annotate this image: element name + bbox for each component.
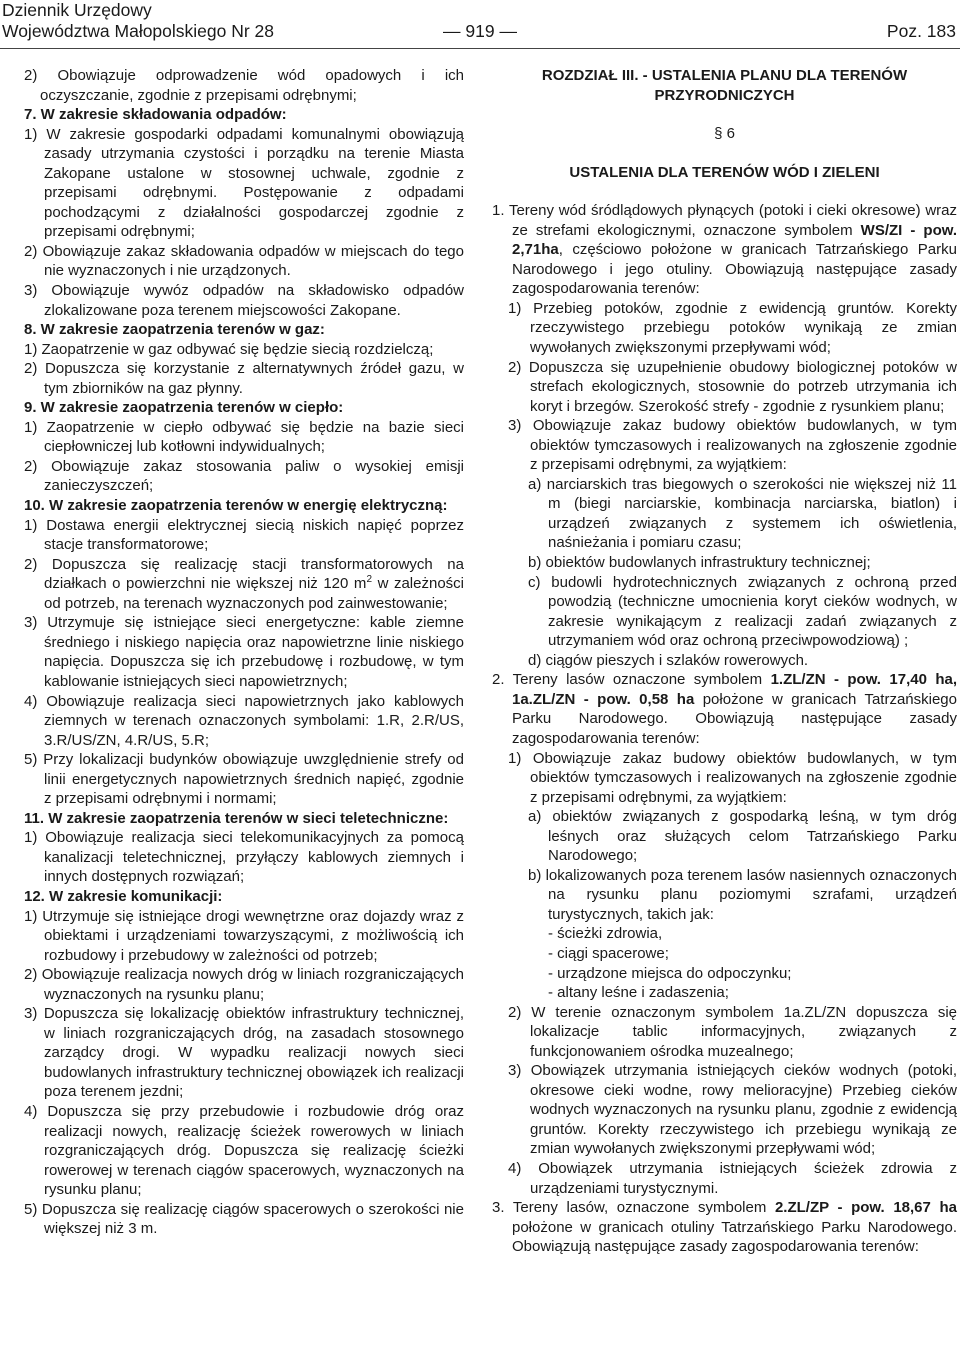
area-2-text-b: położone w granicach Tatrzańskiego Parku Narodowego. Obowiązują następujące zasady zagospodarowania terenów: [512,690,957,747]
section-8-item-2: 2) Dopuszcza się korzystanie z alternatywnych źródeł gazu, w tym zbiorników na gaz płynny. [24,360,464,397]
paragraph-symbol: § 6 [714,125,735,143]
section-7-item-1: 1) W zakresie gospodarki odpadami komunalnymi obowiązują zasady utrzymania czystości i porządku na terenie Miasta Zakopane ustalone w stosownej uchwale, zgodnie z przepisami odrębnymi. Postępowanie z odpadami pochodzącymi z działalności gospodarczej zgodnie z przepisami odrębnymi; [24,125,464,241]
area-1-text-b: , częściowo położone w granicach Tatrzańskiego Parku Narodowego i jego otuliny. Obowiązują następujące zasady zagospodarowania terenów: [512,241,957,298]
area-2-item-4: 4) Obowiązek utrzymania istniejących ścieżek zdrowia z urządzeniami turystycznymi. [508,1159,957,1197]
superscript-two: 2 [366,574,372,586]
page-number: — 919 — [443,21,517,41]
area-1-symbol: WS/ZI - pow. 2,71ha [512,221,958,259]
section-10-item-4: 4) Obowiązuje realizacja sieci napowietrznych jako kablowych ziemnych w terenach oznaczonych symbolami: 1.R, 2.R/US, 3.R/US/ZN, 4.R/US, 5.R; [24,692,464,749]
area-2-dash-2: - ciągi spacerowe; [548,944,669,962]
section-12-item-3: 3) Dopuszcza się lokalizację obiektów infrastruktury technicznej, w liniach rozgraniczających dróg, na zasadach stosownego zarządcy drogi. W wypadku realizacji nowych sieci budowlanych infrastruktury technicznej obowiązek ich realizacji poza terenem jezdni; [24,1005,464,1101]
section-10-item-1: 1) Dostawa energii elektrycznej siecią niskich napięć poprzez stacje transformatorowe; [24,516,464,554]
section-12-title: 12. W zakresie komunikacji: [24,887,223,905]
area-3-symbol: 2.ZL/ZP - pow. 18,67 ha [774,1199,957,1217]
area-1-item-3a: a) narciarskich tras biegowych o szerokości nie większej niż 11 m (biegi narciarskie, kombinacja narciarska, biatlon) i urządzeń związanych z systemem ich oświetlenia, naśnieżania i pomiaru czasu; [528,475,957,552]
section-10-item-5: 5) Przy lokalizacji budynków obowiązuje uwzględnienie strefy od linii energetycznych napowietrznych średnich napięć, zgodnie z przepisami odrębnymi i normami; [24,751,464,808]
area-1-item-3d: d) ciągów pieszych i szlaków rowerowych. [528,651,809,669]
area-1-item-2: 2) Dopuszcza się uzupełnienie obudowy biologicznej potoków w strefach ekologicznych, stosownie do potrzeb utrzymania ich koryt i brzegów. Szerokość strefy - zgodnie z rysunkiem planu; [508,358,957,415]
area-1-item-3: 3) Obowiązuje zakaz budowy obiektów budowlanych, w tym obiektów tymczasowych i realizowanych na zgłoszenie zgodnie z przepisami odrębnymi, za wyjątkiem: [508,417,957,474]
area-2-symbol: 1.ZL/ZN - pow. 17,40 ha, 1a.ZL/ZN - pow. 0,58 ha [512,671,957,708]
section-8-item-1: 1) Zaopatrzenie w gaz odbywać się będzie siecią rozdzielczą; [24,340,434,358]
section-10-item-2-a: 2) Dopuszcza się realizację stacji transformatorowych na działkach o powierzchni nie większej niż 120 m [24,555,464,593]
header-rule [0,48,960,49]
section-12-item-4: 4) Dopuszcza się przy przebudowie i rozbudowie dróg oraz realizacji nowych, realizację ścieżek rowerowych w liniach rozgraniczających dróg. Dopuszcza się realizację ścieżki rowerowej w terenach ciągów spacerowych, wyznaczonych na rysunku planu; [24,1102,464,1199]
area-1-item-3c: c) budowli hydrotechnicznych związanych z ochroną przed powodzią (techniczne umocnienia koryt cieków wodnych, w zakresie wynikającym z realizacji zadań związanych z utrzymaniem wód oraz ochroną przeciwpowodziową) ; [528,573,957,650]
area-1-item-3b: b) obiektów budowlanych infrastruktury technicznej; [528,554,871,572]
journal-title: Dziennik Urzędowy [2,0,152,20]
area-2-item-3: 3) Obowiązek utrzymania istniejących cieków wodnych (potoki, okresowe cieki wodne, rowy melioracyjne) Przebieg cieków wodnych wyznaczonych na rysunku planu, zgodnie z ewidencją gruntów. Korekty rzeczywistego ich przebiegu wynikają ze zmian wywołanych zwiększonymi przepływami wód; [508,1062,957,1158]
page-header [0,0,960,46]
chapter-title: ROZDZIAŁ III. - USTALENIA PLANU DLA TERENÓW PRZYRODNICZYCH [541,67,908,104]
area-3-text-b: położone w granicach otuliny Tatrzańskiego Parku Narodowego. Obowiązują następujące zasady zagospodarowania terenów: [512,1218,957,1256]
section-7-item-2: 2) Obowiązuje zakaz składowania odpadów w miejscach do tego nie wyznaczonych i nie urządzonych. [24,242,464,280]
section-10-title: 10. W zakresie zaopatrzenia terenów w energię elektryczną: [24,497,448,515]
area-2-dash-4: - altany leśne i zadaszenia; [548,984,729,1002]
area-2-text-a: 2. Tereny lasów oznaczone symbolem [492,671,771,689]
position-number: Poz. 183 [886,21,956,41]
section-9-item-2: 2) Obowiązuje zakaz stosowania paliw o wysokiej emisji zanieczyszczeń; [24,457,464,495]
section-10-item-2-b: w zależności od potrzeb, na terenach wyznaczonych pod zainwestowanie; [44,575,464,612]
left-column [24,66,464,1239]
section-9-item-1: 1) Zaopatrzenie w ciepło odbywać się będzie na bazie sieci ciepłowniczej lub kotłowni indywidualnych; [24,418,464,456]
item-7-2-prev: 2) Obowiązuje odprowadzenie wód opadowych i ich oczyszczanie, zgodnie z przepisami odrębnymi; [24,67,464,104]
section-12-item-5: 5) Dopuszcza się realizację ciągów spacerowych o szerokości nie większej niż 3 m. [24,1200,464,1238]
area-1-text-a: 1. Tereny wód śródlądowych płynących (potoki i cieki okresowe) wraz ze strefami ekologicznymi, oznaczone symbolem [492,202,957,239]
section-8-title: 8. W zakresie zaopatrzenia terenów w gaz: [24,321,325,339]
right-column [492,66,957,1257]
section-9-title: 9. W zakresie zaopatrzenia terenów w ciepło: [24,399,344,417]
area-3-intro [492,1198,957,1257]
area-2-item-1: 1) Obowiązuje zakaz budowy obiektów budowlanych, w tym obiektów tymczasowych i realizowanych na zgłoszenie zgodnie z przepisami odrębnymi, za wyjątkiem: [508,749,957,806]
area-1-item-1: 1) Przebieg potoków, zgodnie z ewidencją gruntów. Korekty rzeczywistego przebiegu potoków wynikają ze zmian wywołanych zwiększonymi przepływami wód; [508,299,957,357]
area-1-intro [492,201,957,299]
section-11-item-1: 1) Obowiązuje realizacja sieci telekomunikacyjnych za pomocą kanalizacji teletechnicznej, przyłączy kablowych ziemnych i innych dostępnych rozwiązań; [24,829,464,886]
section-12-item-1: 1) Utrzymuje się istniejące drogi wewnętrzne oraz dojazdy wraz z obiektami i urządzeniami towarzyszącymi, z możliwością ich rozbudowy i przebudowy w zależności od potrzeb; [24,907,464,964]
area-2-intro [492,670,957,748]
area-2-item-1b: b) lokalizowanych poza terenem lasów nasiennych oznaczonych na rysunku planu poziomymi szrafami, urządzeń turystycznych, takich jak: [528,866,957,923]
section-10-item-2 [24,555,464,614]
area-2-item-2: 2) W terenie oznaczonym symbolem 1a.ZL/ZN dopuszcza się lokalizacje tablic informacyjnych, związanych z funkcjonowaniem ośrodka muzealnego; [508,1003,957,1060]
area-2-item-1a: a) obiektów związanych z gospodarką leśną, w tym dróg leśnych oraz służących celom Tatrzańskiego Parku Narodowego; [528,808,957,865]
section-7-title: 7. W zakresie składowania odpadów: [24,106,287,124]
journal-issue: Województwa Małopolskiego Nr 28 [2,21,275,41]
section-10-item-3: 3) Utrzymuje się istniejące sieci energetyczne: kable ziemne średniego i niskiego napięcia oraz napowietrzne linie niskiego napięcia. Dopuszcza się ich przebudowę i rozbudowę, w tym kablowanie istniejących sieci napowietrznych; [24,614,464,690]
area-3-text-a: 3. Tereny lasów, oznaczone symbolem [492,1199,775,1217]
section-7-item-3: 3) Obowiązuje wywóz odpadów na składowisko odpadów zlokalizowane poza terenem miejscowości Zakopane. [24,282,464,319]
section-11-title: 11. W zakresie zaopatrzenia terenów w sieci teletechniczne: [24,809,449,827]
section-12-item-2: 2) Obowiązuje realizacja nowych dróg w liniach rozgraniczających wyznaczonych na rysunku planu; [24,966,464,1003]
area-2-dash-1: - ścieżki zdrowia, [548,925,663,943]
area-2-dash-3: - urządzone miejsca do odpoczynku; [548,964,792,982]
section-heading: USTALENIA DLA TERENÓW WÓD I ZIELENI [569,163,880,181]
